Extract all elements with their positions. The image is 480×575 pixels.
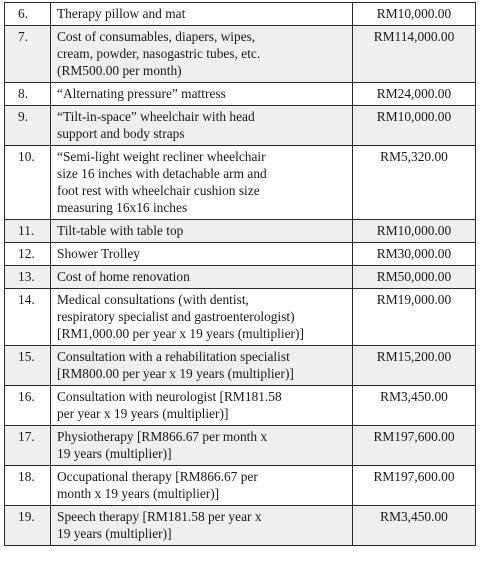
item-number: 11. [5, 220, 51, 243]
description-line: support and body straps [57, 126, 185, 141]
description-line: respiratory specialist and gastroenterologist) [57, 309, 295, 324]
item-description [51, 26, 353, 83]
item-amount: RM3,450.00 [353, 386, 476, 426]
item-number: 18. [5, 466, 51, 506]
description-line: size 16 inches with detachable arm and [57, 166, 267, 181]
table-row [5, 146, 476, 220]
item-amount: RM10,000.00 [353, 220, 476, 243]
claims-table-container [4, 2, 476, 546]
item-amount: RM24,000.00 [353, 83, 476, 106]
description-line: Consultation with a rehabilitation specialist [57, 349, 290, 364]
claims-table [4, 2, 476, 546]
item-description [51, 220, 353, 243]
description-line: [RM1,000.00 per year x 19 years (multiplier)] [57, 326, 304, 341]
item-amount: RM197,600.00 [353, 426, 476, 466]
item-amount: RM15,200.00 [353, 346, 476, 386]
item-description [51, 466, 353, 506]
item-number: 10. [5, 146, 51, 220]
description-line: Cost of home renovation [57, 269, 190, 284]
item-amount: RM10,000.00 [353, 106, 476, 146]
description-line: Physiotherapy [RM866.67 per month x [57, 429, 268, 444]
table-row [5, 106, 476, 146]
item-description [51, 106, 353, 146]
description-line: [RM800.00 per year x 19 years (multiplier)] [57, 366, 294, 381]
description-line: Therapy pillow and mat [57, 6, 186, 21]
table-row [5, 346, 476, 386]
item-amount: RM50,000.00 [353, 266, 476, 289]
table-row [5, 26, 476, 83]
item-number: 17. [5, 426, 51, 466]
description-line: measuring 16x16 inches [57, 200, 188, 215]
description-line: 19 years (multiplier)] [57, 526, 172, 541]
item-description [51, 266, 353, 289]
item-description [51, 243, 353, 266]
description-line: “Semi-light weight recliner wheelchair [57, 149, 266, 164]
description-line: “Tilt-in-space” wheelchair with head [57, 109, 255, 124]
item-amount: RM30,000.00 [353, 243, 476, 266]
item-amount: RM114,000.00 [353, 26, 476, 83]
item-number: 15. [5, 346, 51, 386]
description-line: Shower Trolley [57, 246, 140, 261]
table-row [5, 289, 476, 346]
item-description [51, 146, 353, 220]
description-line: cream, powder, nasogastric tubes, etc. [57, 46, 261, 61]
description-line: foot rest with wheelchair cushion size [57, 183, 260, 198]
item-number: 6. [5, 3, 51, 26]
table-row [5, 83, 476, 106]
table-row [5, 220, 476, 243]
item-description [51, 289, 353, 346]
item-description [51, 83, 353, 106]
item-number: 14. [5, 289, 51, 346]
item-amount: RM19,000.00 [353, 289, 476, 346]
table-row [5, 243, 476, 266]
table-row [5, 506, 476, 546]
claims-table-body [5, 3, 476, 546]
table-row [5, 386, 476, 426]
item-amount: RM197,600.00 [353, 466, 476, 506]
item-number: 12. [5, 243, 51, 266]
description-line: Speech therapy [RM181.58 per year x [57, 509, 262, 524]
description-line: Consultation with neurologist [RM181.58 [57, 389, 282, 404]
item-amount: RM5,320.00 [353, 146, 476, 220]
item-number: 9. [5, 106, 51, 146]
description-line: Medical consultations (with dentist, [57, 292, 249, 307]
description-line: Tilt-table with table top [57, 223, 184, 238]
item-number: 16. [5, 386, 51, 426]
item-description [51, 426, 353, 466]
item-amount: RM10,000.00 [353, 3, 476, 26]
item-amount: RM3,450.00 [353, 506, 476, 546]
description-line: Occupational therapy [RM866.67 per [57, 469, 258, 484]
description-line: “Alternating pressure” mattress [57, 86, 226, 101]
table-row [5, 466, 476, 506]
item-number: 7. [5, 26, 51, 83]
description-line: month x 19 years (multiplier)] [57, 486, 220, 501]
description-line: Cost of consumables, diapers, wipes, [57, 29, 256, 44]
item-description [51, 386, 353, 426]
description-line: 19 years (multiplier)] [57, 446, 172, 461]
item-number: 8. [5, 83, 51, 106]
item-description [51, 3, 353, 26]
item-description [51, 506, 353, 546]
description-line: (RM500.00 per month) [57, 63, 182, 78]
description-line: per year x 19 years (multiplier)] [57, 406, 229, 421]
table-row [5, 3, 476, 26]
table-row [5, 426, 476, 466]
table-row [5, 266, 476, 289]
item-number: 19. [5, 506, 51, 546]
item-description [51, 346, 353, 386]
item-number: 13. [5, 266, 51, 289]
